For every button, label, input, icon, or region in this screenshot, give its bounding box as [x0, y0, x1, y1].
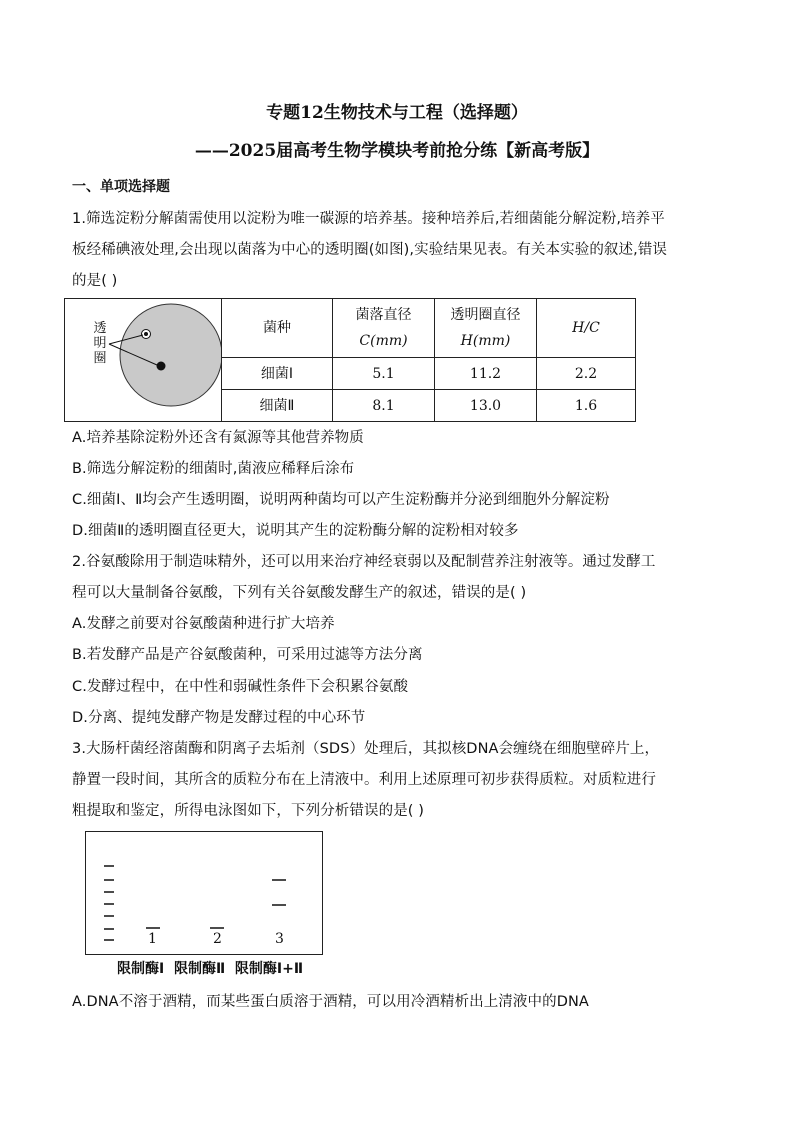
page-title: 专题12生物技术与工程（选择题） — [266, 103, 528, 123]
q1-option-d: D.细菌Ⅱ的透明圈直径更大，说明其产生的淀粉酶分解的淀粉相对较多 — [72, 523, 519, 539]
gel-bands-svg — [86, 832, 322, 954]
q1-option-b: B.筛选分解淀粉的细菌时,菌液应稀释后涂布 — [72, 461, 355, 477]
colony-large — [157, 362, 166, 371]
q1-option-a: A.培养基除淀粉外还含有氮源等其他营养物质 — [72, 430, 364, 446]
header-halo-diameter — [435, 299, 536, 357]
header-colony-diameter — [333, 299, 434, 357]
q1-stem-line-1: 1.筛选淀粉分解菌需使用以淀粉为唯一碳源的培养基。接种培养后,若细菌能分解淀粉,培养平 — [72, 211, 665, 227]
q2-stem-line-1: 2.谷氨酸除用于制造味精外，还可以用来治疗神经衰弱以及配制营养注射液等。通过发酵工 — [72, 554, 656, 570]
header-ratio: H/C — [572, 320, 600, 336]
q3-stem-line-3: 粗提取和鉴定，所得电泳图如下，下列分析错误的是( ) — [72, 803, 425, 819]
petri-dish-svg — [65, 299, 221, 421]
q3-option-a: A.DNA不溶于酒精，而某些蛋白质溶于酒精，可以用冷酒精析出上清液中的DNA — [72, 994, 589, 1010]
q2-stem-line-2: 程可以大量制备谷氨酸，下列有关谷氨酸发酵生产的叙述，错误的是( ) — [72, 585, 527, 601]
q3-stem-line-1: 3.大肠杆菌经溶菌酶和阴离子去垢剂（SDS）处理后，其拟核DNA会缠绕在细胞壁碎片上， — [72, 741, 660, 757]
figure-label-char: 圈 — [93, 351, 107, 366]
q1-stem-line-3: 的是( ) — [72, 273, 118, 289]
petri-dish-figure — [65, 299, 222, 421]
table-cell: 5.1 — [372, 365, 395, 382]
lane-label-3: 3 — [275, 931, 284, 947]
table-cell: 8.1 — [372, 397, 395, 414]
q2-option-d: D.分离、提纯发酵产物是发酵过程的中心环节 — [72, 710, 366, 726]
header-strain: 菌种 — [263, 320, 291, 336]
table-cell: 细菌Ⅱ — [259, 397, 295, 414]
colony-small-center — [144, 332, 148, 336]
q2-option-a: A.发酵之前要对谷氨酸菌种进行扩大培养 — [72, 616, 335, 632]
figure-label-char: 透 — [93, 321, 107, 336]
table-cell: 11.2 — [469, 365, 502, 382]
table-cell: 2.2 — [574, 365, 598, 382]
table-cell: 13.0 — [469, 397, 502, 414]
electrophoresis-gel — [85, 831, 323, 955]
header-colony-diameter-label: 菌落直径 — [355, 307, 412, 323]
table-cell: 细菌Ⅰ — [260, 365, 294, 382]
lane-label-1: 1 — [148, 931, 157, 947]
header-halo-diameter-label: 透明圈直径 — [450, 307, 521, 323]
section-heading: 一、单项选择题 — [72, 179, 170, 195]
results-table — [222, 299, 635, 421]
q2-option-b: B.若发酵产品是产谷氨酸菌种，可采用过滤等方法分离 — [72, 647, 423, 663]
header-halo-diameter-unit: H(mm) — [460, 333, 511, 349]
table-cell: 1.6 — [574, 397, 598, 414]
figure-label-char: 明 — [93, 336, 107, 351]
q1-figure-table — [64, 298, 636, 422]
gel-caption: 限制酶Ⅰ 限制酶Ⅱ 限制酶Ⅰ+Ⅱ — [117, 961, 304, 977]
lane-label-2: 2 — [213, 931, 222, 947]
page-subtitle: ——2025届高考生物学模块考前抢分练【新高考版】 — [194, 141, 600, 161]
q3-stem-line-2: 静置一段时间，其所含的质粒分布在上清液中。利用上述原理可初步获得质粒。对质粒进行 — [72, 772, 656, 788]
q1-option-c: C.细菌Ⅰ、Ⅱ均会产生透明圈，说明两种菌均可以产生淀粉酶并分泌到细胞外分解淀粉 — [72, 492, 610, 508]
header-colony-diameter-unit: C(mm) — [359, 333, 408, 349]
q2-option-c: C.发酵过程中，在中性和弱碱性条件下会积累谷氨酸 — [72, 679, 409, 695]
q1-stem-line-2: 板经稀碘液处理,会出现以菌落为中心的透明圈(如图),实验结果见表。有关本实验的叙述,错误 — [72, 242, 668, 258]
